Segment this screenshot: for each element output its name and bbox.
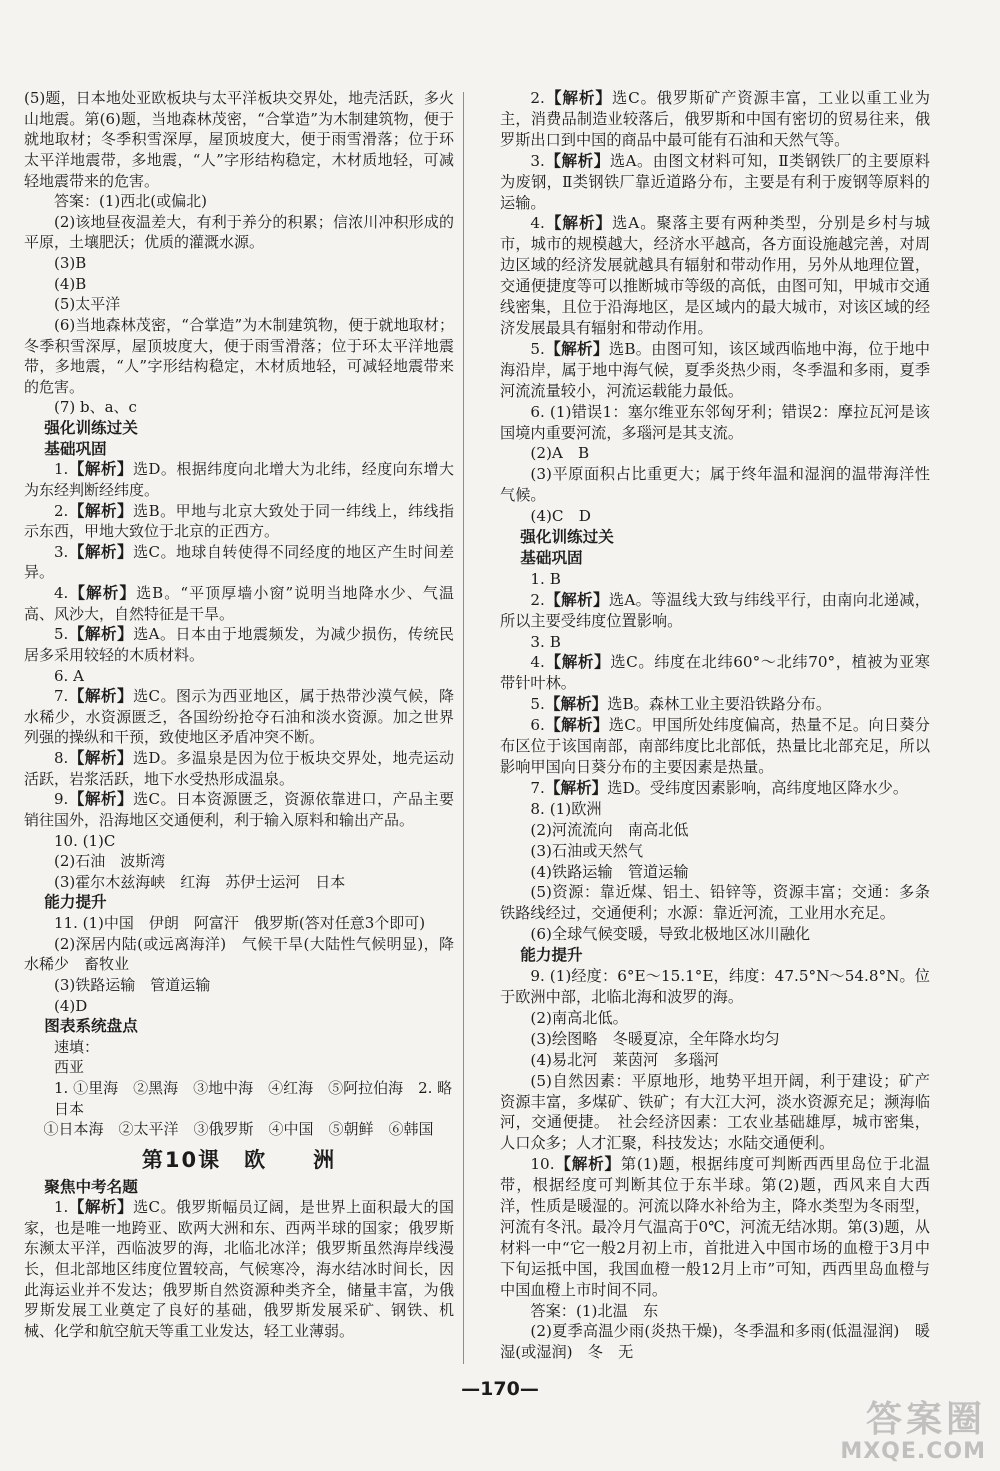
- question-number: 7.: [54, 687, 69, 706]
- answer-line: (3)石油或天然气: [530, 841, 644, 860]
- answer-line: (4)B: [54, 274, 87, 293]
- answer-line: (4)D: [54, 996, 88, 1015]
- explained-answer: [500, 590, 930, 632]
- question-number: 5.: [54, 625, 69, 644]
- analysis-text: 选B。甲地与北京大致处于同一纬线上，纬线指示东西，甲地大致位于北京的正西方。: [24, 501, 454, 541]
- answer-line: (2)石油 波斯湾: [54, 852, 166, 871]
- analysis-text: 选A。等温线大致与纬线平行，由南向北递减，所以主要受纬度位置影响。: [500, 590, 930, 630]
- analysis-text: 选D。受纬度因素影响，高纬度地区降水少。: [607, 778, 909, 797]
- answer-line: (5)太平洋: [54, 295, 121, 314]
- analysis-tag: 【解析】: [544, 716, 609, 735]
- answer-line: 1. B: [530, 569, 561, 588]
- question-number: 6.: [530, 716, 545, 735]
- question-number: 4.: [530, 214, 545, 233]
- answer-line: (5)自然因素：平原地形，地势平坦开阔，利于建设；矿产资源丰富，多煤矿、铁矿；有大江大河，淡水资源充足；濒海临河，交通便捷。 社会经济因素：工农业基础雄厚，城市密集，人口众多；人才汇聚，科技发达；水陆交通便利。: [500, 1071, 930, 1153]
- answer-line: (2)A B: [530, 444, 590, 463]
- explained-answer: [24, 748, 454, 789]
- analysis-text: 选C。俄罗斯幅员辽阔，是世界上面积最大的国家，也是唯一地跨亚、欧两大洲和东、西两半球的国家；俄罗斯东濒太平洋，西临波罗的海，北临北冰洋；俄罗斯虽然海岸线漫长，但北部地区纬度位置较高，气候寒冷，海水结冰时间长，因此海运业并不发达；俄罗斯自然资源种类齐全，储量丰富，为俄罗斯发展工业奠定了良好的基础，俄罗斯发展采矿、钢铁、机械、化学和航空航天等重工业发达，轻工业薄弱。: [24, 1198, 454, 1340]
- explained-answer: [500, 88, 930, 151]
- section-heading: 基础巩固: [44, 439, 107, 458]
- answer-line: 1. ①里海 ②黑海 ③地中海 ④红海 ⑤阿拉伯海 2. 略: [54, 1079, 453, 1097]
- analysis-tag: 【解析】: [544, 778, 608, 797]
- explained-answer: [500, 715, 930, 778]
- analysis-tag: 【解析】: [68, 1198, 134, 1217]
- answer-line: 西亚: [54, 1058, 85, 1077]
- section-heading: 能力提升: [44, 893, 107, 912]
- analysis-text: 选B。森林工业主要沿铁路分布。: [607, 695, 832, 714]
- answer-line: (6)当地森林茂密，“合掌造”为木制建筑物，便于就地取材；冬季积雪深厚，屋顶坡度大，便于雨雪滑落；位于环太平洋地震带，多地震，“人”字形结构稳定，木材质地轻，可减轻地震带来的危害。: [24, 315, 454, 396]
- explained-answer: [24, 1197, 454, 1341]
- question-number: 2.: [54, 501, 69, 520]
- section-heading: 能力提升: [520, 946, 583, 965]
- section-heading: 聚焦中考名题: [44, 1177, 138, 1196]
- explained-answer: [500, 778, 930, 799]
- left-column: [24, 88, 454, 1342]
- answer-line: (2)该地昼夜温差大，有利于养分的积累；信浓川冲积形成的平原，土壤肥沃；优质的灌溉水源。: [24, 212, 454, 252]
- answer-line: 日本: [54, 1099, 85, 1118]
- explained-answer: [24, 686, 454, 748]
- analysis-text: 第(1)题，根据纬度可判断西西里岛位于北温带，根据经度可判断其位于东半球。第(2)题，西风来自大西洋，性质是暖湿的。河流以降水补给为主，降水类型为冬雨型，河流有冬汛。最冷月气温高于0℃，河流无结冰期。第(3)题，从材料一中“它一般2月初上市，首批进入中国市场的血橙于3月中下旬运抵中国，我国血橙一般12月上市”可知，西西里岛血橙与中国血橙上市时间不同。: [500, 1155, 930, 1299]
- question-number: 8.: [54, 749, 69, 767]
- answer-line: (3)绘图略 冬暖夏凉，全年降水均匀: [530, 1029, 780, 1048]
- explained-answer: [500, 151, 930, 214]
- explained-answer: [500, 694, 930, 715]
- explained-answer: [24, 624, 454, 665]
- analysis-text: 选C。纬度在北纬60°～北纬70°，植被为亚寒带针叶林。: [500, 653, 930, 693]
- answer-line: (6)全球气候变暖，导致北极地区冰川融化: [530, 925, 811, 944]
- analysis-text: 选A。聚落主要有两种类型，分别是乡村与城市，城市的规模越大，经济水平越高，各方面设施越完善，对周边区域的经济发展就越具有辐射和带动作用，另外从地理位置，交通便捷度等可以推断城市等级的高低，由图可知，甲城市交通线密集，且位于沿海地区，是区域内的最大城市，对该区域的经济发展最具有辐射和带动作用。: [500, 214, 930, 337]
- section-heading: 强化训练过关: [520, 528, 614, 547]
- analysis-text: 选C。甲国所处纬度偏高，热量不足。向日葵分布区位于该国南部，南部纬度比北部低，热量比北部充足，所以影响甲国向日葵分布的主要因素是热量。: [500, 716, 930, 776]
- question-number: 3.: [54, 542, 69, 561]
- answer-line: 速填：: [54, 1037, 100, 1056]
- analysis-tag: 【解析】: [68, 687, 134, 706]
- answer-line: (4)易北河 莱茵河 多瑙河: [530, 1050, 719, 1069]
- explained-answer: [500, 213, 930, 338]
- question-number: 4.: [530, 653, 545, 672]
- answer-line: (2)夏季高温少雨(炎热干燥)，冬季温和多雨(低温湿润) 暖湿(或湿润) 冬 无: [500, 1322, 930, 1362]
- answer-line: (4)铁路运输 管道运输: [530, 862, 689, 881]
- analysis-tag: 【解析】: [544, 653, 611, 672]
- analysis-text: 选D。根据纬度向北增大为北纬，经度向东增大为东经判断经纬度。: [24, 460, 454, 499]
- answer-line: (2)河流流向 南高北低: [530, 820, 689, 839]
- question-number: 3.: [530, 151, 545, 170]
- analysis-tag: 【解析】: [554, 1155, 621, 1174]
- section-heading: 图表系统盘点: [44, 1017, 138, 1036]
- analysis-text: 选C。地球自转使得不同经度的地区产生时间差异。: [24, 542, 454, 582]
- analysis-text: 选C。日本资源匮乏，资源依靠进口，产品主要销往国外，沿海地区交通便利，利于输入原料和输出产品。: [24, 790, 454, 829]
- analysis-text: 选B。“平顶厚墙小窗”说明当地降水少、气温高、风沙大，自然特征是干旱。: [24, 584, 454, 623]
- answer-line: (4)C D: [530, 507, 591, 526]
- explained-answer: [24, 542, 454, 583]
- explained-answer: [24, 583, 454, 624]
- analysis-tag: 【解析】: [544, 214, 613, 233]
- analysis-text: 选D。多温泉是因为位于板块交界处，地壳运动活跃，岩浆活跃，地下水受热形成温泉。: [24, 749, 454, 788]
- question-number: 2.: [530, 89, 545, 107]
- analysis-tag: 【解析】: [544, 89, 612, 107]
- answer-line: (2)深居内陆(或远离海洋) 气候干旱(大陆性气候明显)，降水稀少 畜牧业: [24, 934, 454, 974]
- watermark-url: MXQE.COM: [840, 1439, 986, 1464]
- answer-line: ①日本海 ②太平洋 ③俄罗斯 ④中国 ⑤朝鲜 ⑥韩国: [43, 1120, 434, 1139]
- analysis-tag: 【解析】: [544, 151, 610, 170]
- section-heading: 基础巩固: [520, 548, 583, 567]
- watermark-text: 答案圈: [865, 1399, 986, 1440]
- analysis-text: 选A。由图文材料可知，Ⅱ类钢铁厂的主要原料为废钢，Ⅱ类钢铁厂靠近道路分布，主要是有利于废钢等原料的运输。: [500, 151, 930, 212]
- section-heading: 强化训练过关: [44, 419, 138, 437]
- answer-line: (3)平原面积占比重更大；属于终年温和湿润的温带海洋性气候。: [500, 465, 930, 505]
- analysis-tag: 【解析】: [68, 790, 134, 809]
- explained-answer: [24, 459, 454, 500]
- explained-answer: [500, 1154, 930, 1300]
- question-number: 4.: [54, 584, 69, 602]
- answer-line: 9. (1)经度：6°E～15.1°E，纬度：47.5°N～54.8°N。位于欧洲中部，北临北海和波罗的海。: [500, 967, 930, 1006]
- answer-line: 3. B: [530, 632, 561, 651]
- question-number: 9.: [54, 790, 69, 809]
- analysis-tag: 【解析】: [68, 625, 134, 644]
- analysis-text: 选B。由图可知，该区域西临地中海，位于地中海沿岸，属于地中海气候，夏季炎热少雨，冬季温和多雨，夏季河流流量较小，河流运载能力最低。: [500, 339, 930, 400]
- explained-answer: [24, 501, 454, 542]
- question-number: 7.: [530, 778, 545, 797]
- page-number: —170—: [461, 1378, 539, 1400]
- answer-line: 8. (1)欧洲: [530, 799, 602, 818]
- analysis-text: 选A。日本由于地震频发，为减少损伤，传统民居多采用较轻的木质材料。: [24, 625, 454, 664]
- answer-line: (2)南高北低。: [530, 1008, 628, 1027]
- analysis-tag: 【解析】: [68, 584, 137, 602]
- question-number: 2.: [530, 590, 545, 609]
- answer-line: 6. A: [54, 666, 84, 685]
- answer-line: (3)铁路运输 管道运输: [54, 975, 211, 994]
- question-number: 5.: [530, 695, 545, 714]
- explained-answer: [24, 789, 454, 830]
- explained-answer: [500, 339, 930, 402]
- right-column: [500, 88, 930, 1363]
- answer-line: 11. (1)中国 伊朗 阿富汗 俄罗斯(答对任意3个即可): [54, 914, 426, 932]
- analysis-tag: 【解析】: [544, 339, 609, 358]
- analysis-text: 选C。图示为西亚地区，属于热带沙漠气候，降水稀少，水资源匮乏，各国纷纷抢夺石油和淡水资源。加之世界列强的操纵和干预，致使地区矛盾冲突不断。: [24, 687, 454, 747]
- answer-line: (5)资源：靠近煤、铝土、铅锌等，资源丰富；交通：多条铁路线经过，交通便利；水源：靠近河流，工业用水充足。: [500, 883, 930, 923]
- question-number: 1.: [54, 460, 69, 479]
- analysis-tag: 【解析】: [68, 542, 134, 561]
- analysis-text: 选C。俄罗斯矿产资源丰富，工业以重工业为主，消费品制造业较落后，俄罗斯和中国有密切的贸易往来，俄罗斯出口到中国的商品中最可能有石油和天然气等。: [500, 89, 930, 149]
- answer-line: 10. (1)C: [54, 831, 116, 850]
- answer-line: (5)题，日本地处亚欧板块与太平洋板块交界处，地壳活跃，多火山地震。第(6)题，当地森林茂密，“合掌造”为木制建筑物，便于就地取材；冬季积雪深厚，屋顶坡度大，便于雨雪滑落；位于环太平洋地震带，多地震，“人”字形结构稳定，木材质地轻，可减轻地震带来的危害。: [24, 89, 454, 190]
- analysis-tag: 【解析】: [544, 590, 609, 609]
- column-divider: [463, 92, 464, 1364]
- question-number: 10.: [530, 1155, 555, 1174]
- watermark-logo: [806, 1400, 986, 1466]
- analysis-tag: 【解析】: [544, 695, 608, 714]
- answer-line: (3)霍尔木兹海峡 红海 苏伊士运河 日本: [54, 872, 346, 891]
- analysis-tag: 【解析】: [68, 501, 134, 520]
- answer-line: 6. (1)错误1：塞尔维亚东邻匈牙利；错误2：摩拉瓦河是该国境内重要河流，多瑙河是其支流。: [500, 402, 930, 442]
- answer-line: 答案：(1)西北(或偏北): [54, 192, 207, 211]
- answer-line: (7) b、a、c: [54, 398, 137, 417]
- analysis-tag: 【解析】: [68, 460, 133, 479]
- question-number: 1.: [54, 1198, 69, 1217]
- answer-line: 答案：(1)北温 东: [530, 1301, 659, 1320]
- lesson-title: 第10课 欧 洲: [141, 1147, 337, 1172]
- question-number: 5.: [530, 339, 545, 358]
- answer-line: (3)B: [54, 254, 87, 272]
- analysis-tag: 【解析】: [68, 749, 133, 767]
- explained-answer: [500, 652, 930, 694]
